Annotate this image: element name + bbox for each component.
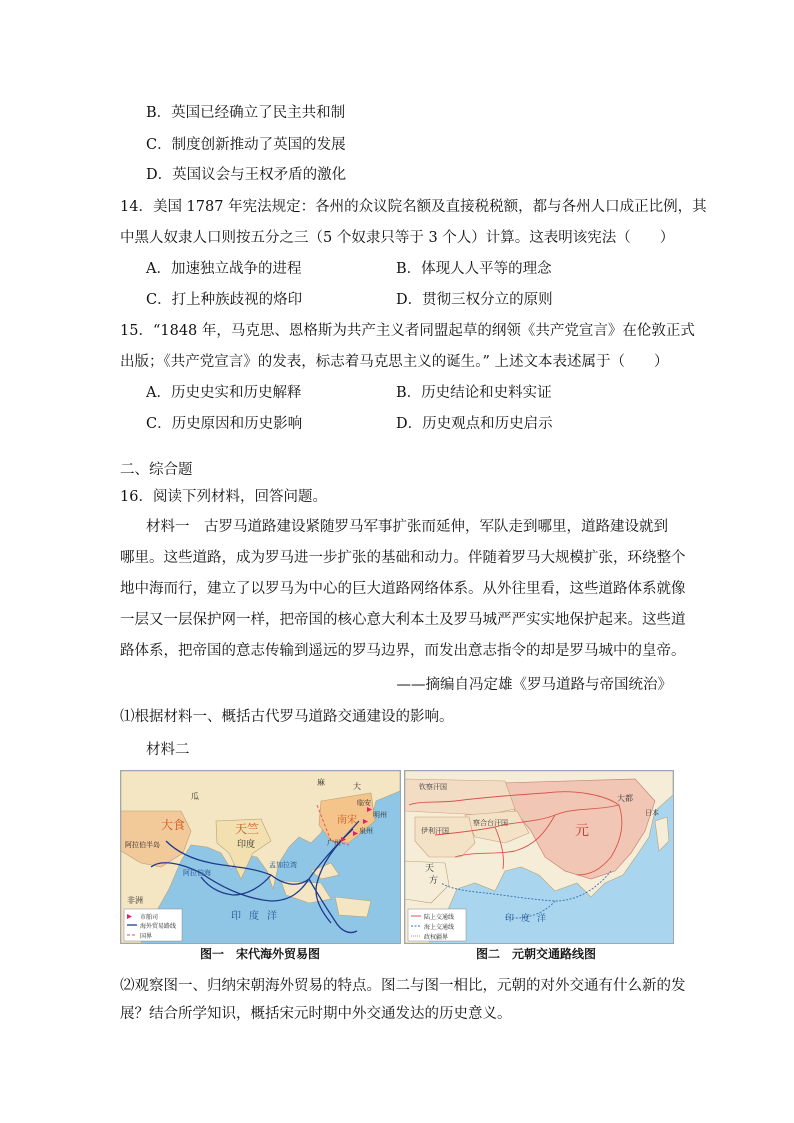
map1-label: 阿拉伯海 xyxy=(183,869,211,877)
song-trade-map-graphic xyxy=(121,771,400,943)
map1-label: 洋 xyxy=(267,911,277,922)
map1-label: 明州 xyxy=(373,811,387,819)
map2-caption: 图二 元朝交通路线图 xyxy=(476,947,597,961)
map1-legend-item: 海外贸易路线 xyxy=(140,923,177,930)
q13-option-c: C．制度创新推动了英国的发展 xyxy=(146,137,346,153)
map1-label: 麻 xyxy=(317,778,325,787)
q15-stem-line2: 出版；《共产党宣言》的发表，标志着马克思主义的诞生。” 上述文本表述属于（ ） xyxy=(120,354,669,370)
material1-source: ——摘编自冯定雄《罗马道路与帝国统治》 xyxy=(396,677,672,693)
map1-label: 非洲 xyxy=(127,896,143,905)
map1-label: 孟加拉湾 xyxy=(269,861,297,869)
q14-option-d: D．贯彻三权分立的原则 xyxy=(396,292,553,308)
q14-stem-line2: 中黑人奴隶人口则按五分之三（5 个奴隶只等于 3 个人）计算。这表明该宪法（ ） xyxy=(120,230,675,246)
q13-option-b: B．英国已经确立了民主共和制 xyxy=(146,105,346,121)
material2-label: 材料二 xyxy=(146,742,190,758)
map1-label: 阿拉伯半岛 xyxy=(125,841,160,849)
q15-stem-line1: 15．“1848 年，马克思、恩格斯为共产主义者同盟起草的纲领《共产党宣言》在伦敦正式 xyxy=(120,323,695,339)
map2-label: 方 xyxy=(429,876,439,886)
map2-label: 日本 xyxy=(645,809,659,817)
map1-legend xyxy=(124,909,182,941)
q15-option-c: C．历史原因和历史影响 xyxy=(146,416,303,432)
yuan-routes-map-graphic xyxy=(405,771,673,943)
map1-label: 广州 xyxy=(327,839,341,847)
q15-option-a: A．历史史实和历史解释 xyxy=(146,385,302,401)
map1-label: 泉州 xyxy=(359,827,373,835)
sub-question-1: ⑴根据材料一、概括古代罗马道路交通建设的影响。 xyxy=(120,709,454,725)
map1-legend-item: 市舶司 xyxy=(140,914,159,921)
material1-line: 材料一 古罗马道路建设紧随罗马军事扩张而延伸，军队走到哪里，道路建设就到 xyxy=(146,519,668,535)
map1-label: 印 xyxy=(231,911,241,922)
map2-legend-item: 政权疆界 xyxy=(424,934,449,941)
q14-option-b: B．体现人人平等的理念 xyxy=(396,261,552,277)
q16-stem: 16．阅读下列材料，回答问题。 xyxy=(120,489,327,505)
q14-option-c: C．打上种族歧视的烙印 xyxy=(146,292,303,308)
material1-line: 哪里。这些道路，成为罗马进一步扩张的基础和动力。伴随着罗马大规模扩张，环绕整个 xyxy=(120,550,686,566)
yuan-routes-map xyxy=(404,770,674,944)
material1-line: 地中海而行，建立了以罗马为中心的巨大道路网络体系。从外往里看，这些道路体系就像 xyxy=(120,581,686,597)
map2-label: 印 xyxy=(505,914,515,924)
map2-legend xyxy=(408,909,466,941)
material1-line: 路体系，把帝国的意志传输到遥远的罗马边界，而发出意志指令的却是罗马城中的皇帝。 xyxy=(120,643,686,659)
map2-label: 度 xyxy=(521,914,531,924)
map1-label: 南宋 xyxy=(337,815,357,826)
map1-label: 天竺 xyxy=(235,822,260,836)
map1-label: 临安 xyxy=(357,799,371,807)
map2-legend-item: 陆上交通线 xyxy=(424,914,455,921)
map2-label: 伊利汗国 xyxy=(421,827,449,835)
map1-label: 大 xyxy=(353,782,361,791)
sub-question-2-line2: 展？结合所学知识，概括宋元时期中外交通发达的历史意义。 xyxy=(120,1006,512,1022)
sub-question-2-line1: ⑵观察图一、归纳宋朝海外贸易的特点。图二与图一相比，元朝的对外交通有什么新的发 xyxy=(120,978,686,994)
q13-option-d: D．英国议会与王权矛盾的激化 xyxy=(146,167,347,183)
q14-stem-line1: 14．美国 1787 年宪法规定：各州的众议院名额及直接税税额，都与各州人口成正比例，其 xyxy=(120,199,707,215)
q14-option-a: A．加速独立战争的进程 xyxy=(146,261,302,277)
map2-label: 大都 xyxy=(617,794,633,803)
q15-option-d: D．历史观点和历史启示 xyxy=(396,416,553,432)
map1-caption: 图一 宋代海外贸易图 xyxy=(200,947,321,961)
map2-label: 洋 xyxy=(537,914,547,924)
material1-line: 一层又一层保护网一样，把帝国的核心意大利本土及罗马城严严实实地保护起来。这些道 xyxy=(120,612,686,628)
map1-label: 度 xyxy=(249,911,259,922)
map2-label: 钦察汗国 xyxy=(419,783,447,791)
q15-option-b: B．历史结论和史料实证 xyxy=(396,385,552,401)
map2-legend-item: 海上交通线 xyxy=(424,924,455,931)
song-trade-map xyxy=(120,770,401,944)
map2-label: 天 xyxy=(425,864,435,874)
section-heading: 二、综合题 xyxy=(120,462,193,478)
map2-label: 察合台汗国 xyxy=(473,819,508,827)
map1-label: 瓜 xyxy=(191,792,199,801)
map1-label: 大食 xyxy=(161,818,186,832)
map1-legend-item: 国界 xyxy=(140,933,153,940)
map2-label: 元 xyxy=(575,823,589,839)
map1-label: 印度 xyxy=(237,840,256,850)
